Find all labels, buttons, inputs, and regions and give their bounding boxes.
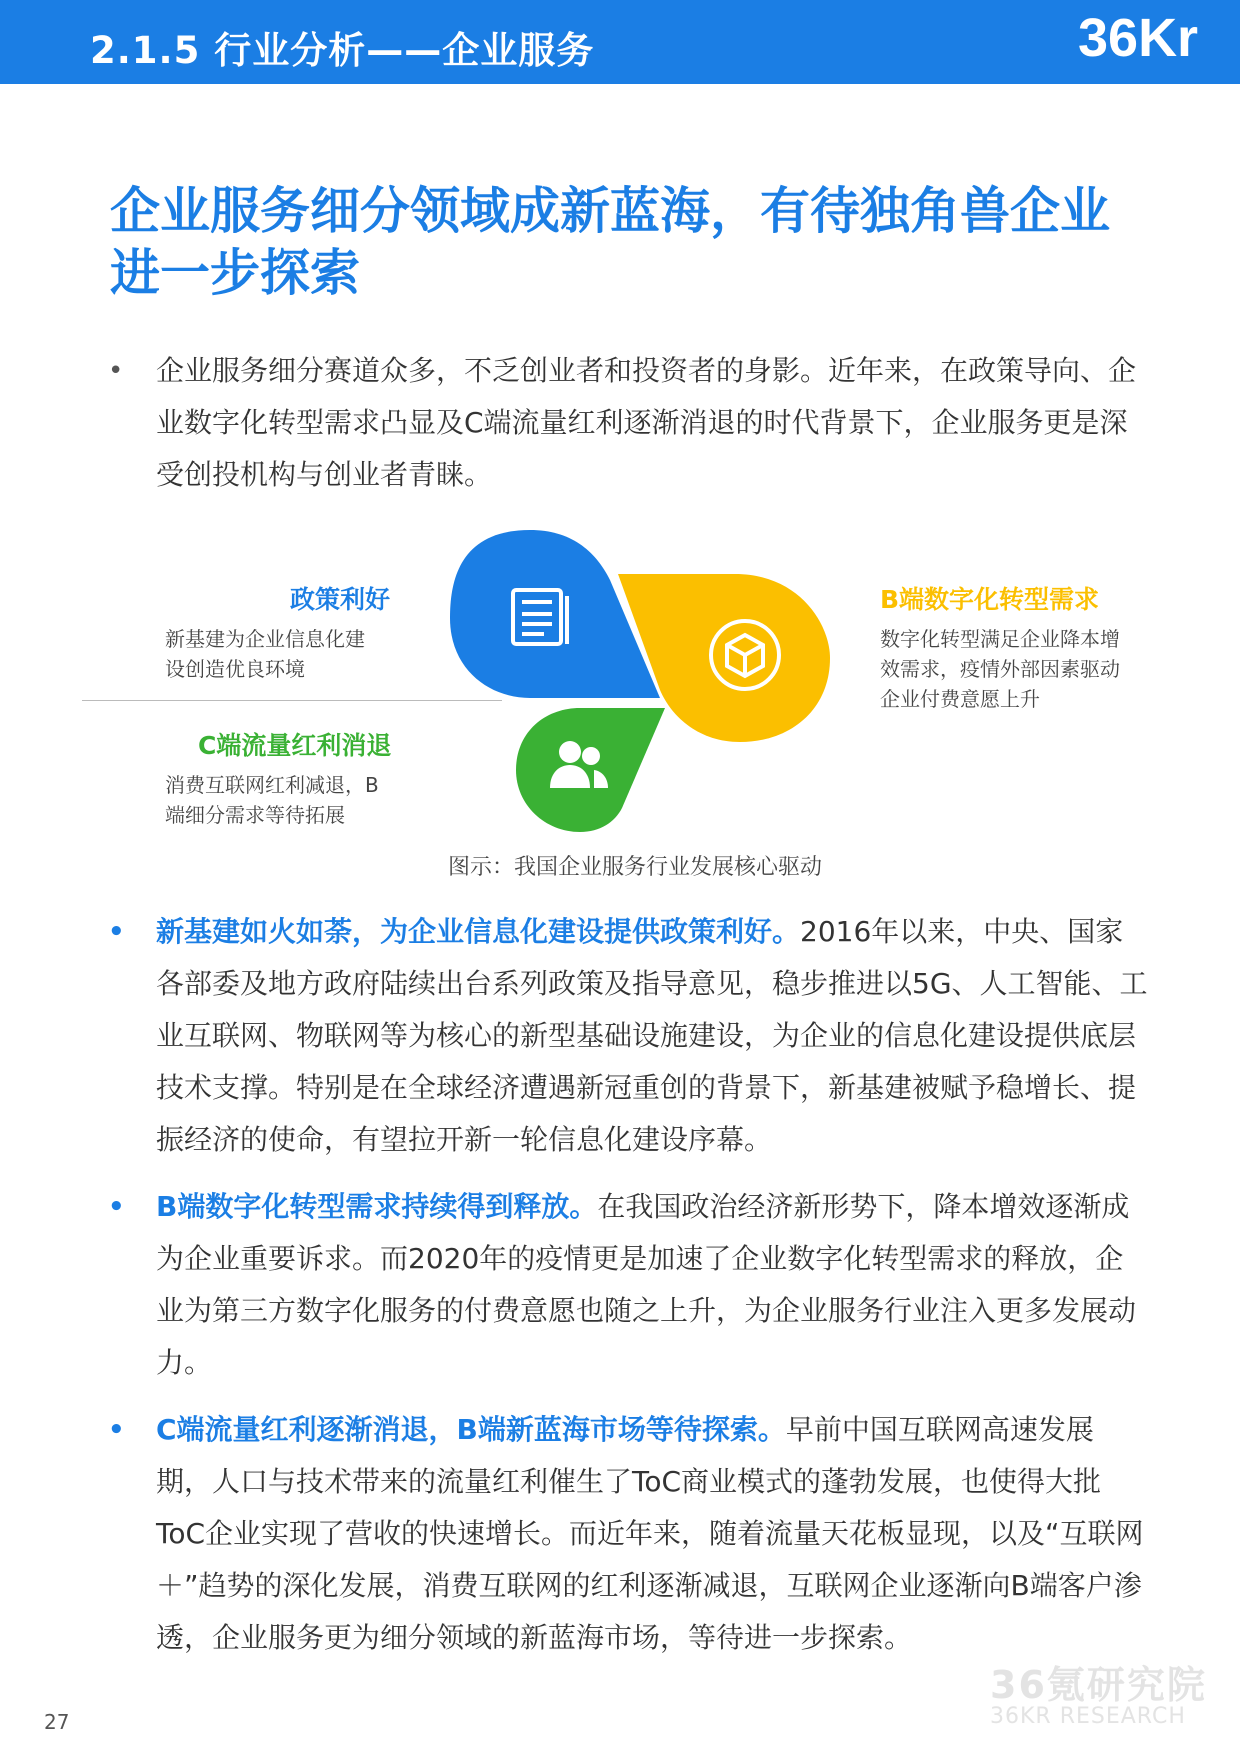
intro-paragraph (108, 345, 1148, 501)
point-new-infrastructure (108, 906, 1148, 1166)
point-lead: B端数字化转型需求持续得到释放。 (156, 1190, 598, 1223)
intro-text: 企业服务细分赛道众多，不乏创业者和投资者的身影。近年来，在政策导向、企业数字化转型需求凸显及C端流量红利逐渐消退的时代背景下，企业服务更是深受创投机构与创业者青睐。 (156, 354, 1137, 491)
core-drivers-diagram (0, 520, 1240, 890)
diagram-divider (82, 700, 502, 701)
digital-desc: 数字化转型满足企业降本增 效需求，疫情外部因素驱动 企业付费意愿上升 (880, 627, 1120, 711)
point-lead: 新基建如火如荼，为企业信息化建设提供政策利好。 (156, 915, 801, 948)
point-body: 早前中国互联网高速发展期，人口与技术带来的流量红利催生了ToC商业模式的蓬勃发展，也使得大批ToC企业实现了营收的快速增长。而近年来，随着流量天花板显现，以及“互联网＋”趋势的深化发展，消费互联网的红利逐渐减退，互联网企业逐渐向B端客户渗透，企业服务更为细分领域的新蓝海市场，等待进一步探索。 (156, 1413, 1144, 1654)
heading-line-1: 企业服务细分领域成新蓝海，有待独角兽企业 (110, 182, 1110, 240)
bullet-dot: • (108, 1192, 125, 1222)
watermark-en: 36KR RESEARCH (990, 1704, 1186, 1729)
bullet-dot: • (108, 917, 125, 947)
brand-logo (1070, 0, 1240, 84)
heading-line-2: 进一步探索 (110, 244, 360, 302)
diagram-caption: 图示：我国企业服务行业发展核心驱动 (448, 855, 823, 880)
digital-title: B端数字化转型需求 (880, 585, 1100, 614)
section-title: 2.1.5 行业分析——企业服务 (90, 29, 595, 72)
bullet-dot: • (108, 356, 124, 386)
page-heading (110, 180, 1160, 304)
policy-drop-shape (450, 530, 660, 698)
point-body: 2016年以来，中央、国家各部委及地方政府陆续出台系列政策及指导意见，稳步推进以5G、人工智能、工业互联网、物联网等为核心的新型基础设施建设，为企业的信息化建设提供底层技术支撑。特别是在全球经济遭遇新冠重创的背景下，新基建被赋予稳增长、提振经济的使命，有望拉开新一轮信息化建设序幕。 (156, 915, 1148, 1156)
page-number: 27 (44, 1710, 70, 1734)
point-traffic-dividend (108, 1404, 1148, 1664)
point-digital-transformation (108, 1181, 1148, 1389)
watermark-cn: 36氪研究院 (990, 1663, 1207, 1707)
bullet-dot: • (108, 1415, 125, 1445)
traffic-title: C端流量红利消退 (198, 731, 392, 760)
traffic-drop-shape (516, 708, 665, 832)
point-body: 在我国政治经济新形势下，降本增效逐渐成为企业重要诉求。而2020年的疫情更是加速了企业数字化转型需求的释放，企业为第三方数字化服务的付费意愿也随之上升，为企业服务行业注入更多发展动力。 (156, 1190, 1137, 1379)
point-lead: C端流量红利逐渐消退，B端新蓝海市场等待探索。 (156, 1413, 786, 1446)
policy-title: 政策利好 (290, 585, 391, 614)
logo-text: 36Kr (1078, 8, 1199, 68)
policy-desc: 新基建为企业信息化建 设创造优良环境 (165, 627, 365, 681)
traffic-desc: 消费互联网红利减退，B 端细分需求等待拓展 (165, 773, 379, 827)
